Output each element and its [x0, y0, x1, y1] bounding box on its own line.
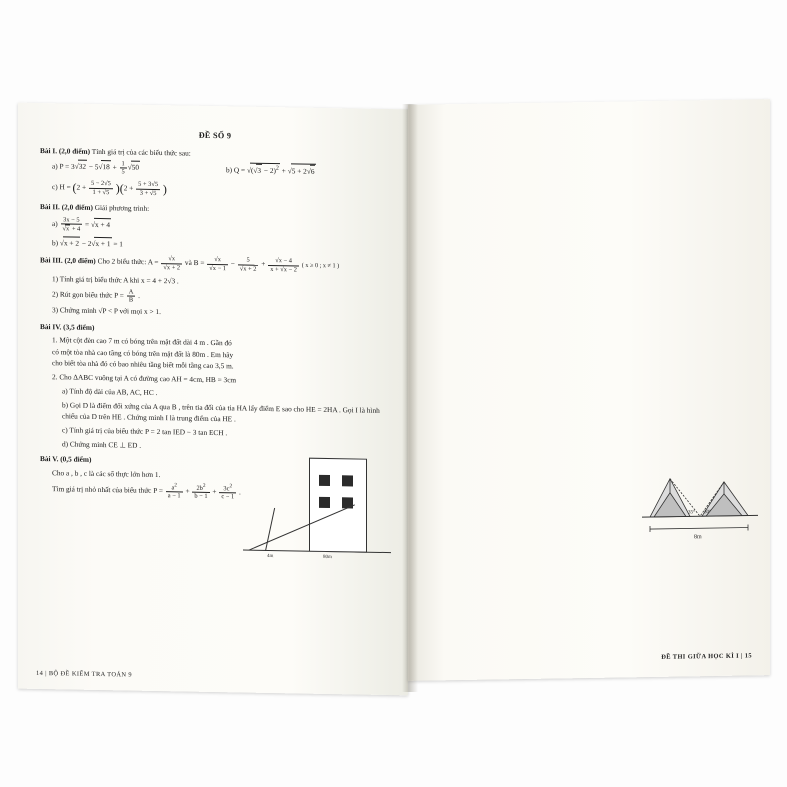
left-2a: a) 3x − 5 √ x + 4 = √ x + 4: [40, 216, 390, 238]
left-page: [18, 103, 408, 696]
label-8m: 8m: [694, 534, 702, 541]
book-gutter-shadow: [402, 104, 418, 692]
window-icon: [319, 497, 330, 508]
left-5-line1: Cho a , b , c là các số thực lớn hơn 1.: [52, 468, 161, 480]
left-5-line2: Tìm giá trị nhỏ nhất của biểu thức P = $\frac{a^2}{a - 1}$ + $\frac{2b^2}{b - 1}$ + $\frac{3c^2}{c - 1}$ .: [52, 482, 241, 501]
left-4-2: 2. Cho ΔABC vuông tại A có đường cao AH = 4cm, HB = 3cm a) Tính độ dài của AB, AC, HC .: [52, 372, 237, 398]
left-4-b: b) Gọi D là điểm đối xứng của A qua B , trên tia đối của tia HA lấy điểm E sao cho HE = 2HA . Gọi I là hình chiếu của D trên HE . Chứng minh I là trung điểm của HE .: [62, 400, 380, 424]
left-page-title: ĐỀ SỐ 9: [198, 130, 232, 141]
left-1a: a) P = 3 √ 32 − 5 √ 18 + $\frac{1}{5}$ √ 50: [40, 158, 216, 176]
lamp-pole: [265, 508, 275, 551]
label-35deg: 35°: [688, 510, 695, 516]
book-spread: [10, 96, 777, 696]
label-80m: 80m: [323, 554, 332, 561]
left-3-3: 3) Chứng minh √P < P với mọi x > 1.: [52, 305, 161, 317]
building-and-pole-shadow-diagram: [243, 447, 391, 568]
left-bai-1: Bài I. (2,0 điểm) Tính giá trị của các biểu thức sau:: [40, 145, 191, 158]
label-30deg: 30°: [704, 510, 711, 516]
left-1b: b) Q = √ ( √ 3 − 2)$^2$ + √ 5 + 2 √ 6: [226, 162, 390, 180]
right-page-footer: ĐỀ THI GIỮA HỌC KÌ I | 15: [661, 652, 752, 661]
left-bai-4: Bài IV. (3,5 điểm): [40, 321, 95, 332]
left-3-1: 1) Tính giá trị biểu thức A khi x = 4 + 2√3 .: [52, 273, 179, 286]
left-3-2: 2) Rút gọn biểu thức P = $\frac{A}{B}$ .: [52, 288, 140, 304]
left-bai-5: Bài V. (0,5 điểm): [40, 454, 92, 465]
left-bai-2: Bài II. (2,0 điểm) Giải phương trình:: [40, 202, 150, 214]
left-4-c: c) Tính giá trị của biểu thức P = 2 tan IED − 3 tan ECH .: [62, 425, 228, 438]
left-4-1: 1. Một cột đèn cao 7 m có bóng trên mặt đất dài 4 m . Gần đó có một tòa nhà cao tầng có bóng trên mặt đất là 80m . Em hãy cho biết tòa nhà đó có bao nhiêu tầng biết mỗi tầng cao 3,5 m.: [52, 335, 234, 371]
window-icon: [319, 475, 330, 486]
left-2b: b) √ x + 2 − 2 √ x + 1 = 1: [40, 236, 390, 254]
right-page: [408, 99, 770, 681]
two-tents-diagram: [640, 451, 760, 545]
left-page-footer: 14 | BỘ ĐỀ KIỂM TRA TOÁN 9: [36, 669, 133, 679]
label-4m: 4m: [267, 553, 274, 560]
building-shape: [309, 458, 367, 553]
left-4-d: d) Chứng minh CE ⊥ ED .: [62, 439, 142, 450]
tents-svg: [640, 451, 760, 545]
left-1c: c) H = (2 + $\frac{5 - 2 √ 5}{1 + √ 5}$ )(2 + $\frac{5 + 3 √ 5}{3 + √ 5}$ ): [40, 178, 390, 203]
left-bai-3: Bài III. (2,0 điểm) Cho 2 biểu thức: A = √ x √ x + 2 và B = √ x √ x − 1 − 5 √ x + 2 + √ $\frac{x - 4}{x + √ x - 2}$ ( x ≥ 0 ; x ≠ 1 ): [40, 253, 390, 274]
window-icon: [342, 475, 353, 486]
